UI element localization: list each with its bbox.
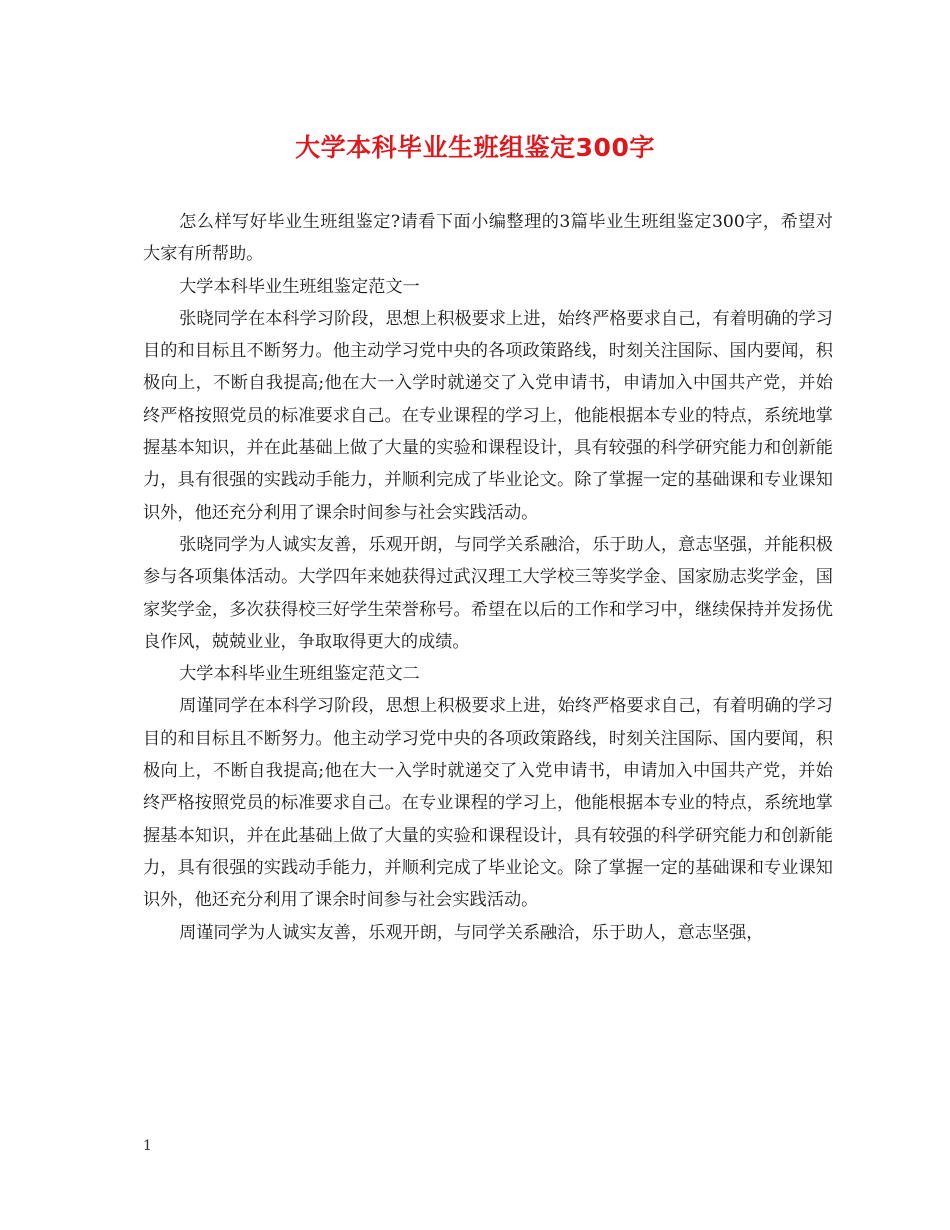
body-paragraph: 周谨同学为人诚实友善，乐观开朗，与同学关系融洽，乐于助人，意志坚强，: [179, 922, 764, 943]
document-title: 大学本科毕业生班组鉴定300字: [295, 133, 655, 162]
document-body: [143, 206, 833, 949]
section-heading-1: 大学本科毕业生班组鉴定范文一: [179, 276, 420, 297]
page-number: 1: [143, 1138, 152, 1154]
body-paragraph: 张晓同学为人诚实友善，乐观开朗，与同学关系融洽，乐于助人，意志坚强，并能积极参与各项集体活动。大学四年来她获得过武汉理工大学校三等奖学金、国家励志奖学金，国家奖学金，多次获得校三好学生荣誉称号。希望在以后的工作和学习中，继续保持并发扬优良作风，兢兢业业，争取取得更大的成绩。: [143, 534, 833, 652]
intro-paragraph: 怎么样写好毕业生班组鉴定?请看下面小编整理的3篇毕业生班组鉴定300字，希望对大家有所帮助。: [143, 212, 833, 265]
body-paragraph: 周谨同学在本科学习阶段，思想上积极要求上进，始终严格要求自己，有着明确的学习目的和目标且不断努力。他主动学习党中央的各项政策路线，时刻关注国际、国内要闻，积极向上，不断自我提高;他在大一入学时就递交了入党申请书，申请加入中国共产党，并始终严格按照党员的标准要求自己。在专业课程的学习上，他能根据本专业的特点，系统地掌握基本知识，并在此基础上做了大量的实验和课程设计，具有较强的科学研究能力和创新能力，具有很强的实践动手能力，并顺利完成了毕业论文。除了掌握一定的基础课和专业课知识外，他还充分利用了课余时间参与社会实践活动。: [143, 696, 833, 911]
body-paragraph: 张晓同学在本科学习阶段，思想上积极要求上进，始终严格要求自己，有着明确的学习目的和目标且不断努力。他主动学习党中央的各项政策路线，时刻关注国际、国内要闻，积极向上，不断自我提高;他在大一入学时就递交了入党申请书，申请加入中国共产党，并始终严格按照党员的标准要求自己。在专业课程的学习上，他能根据本专业的特点，系统地掌握基本知识，并在此基础上做了大量的实验和课程设计，具有较强的科学研究能力和创新能力，具有很强的实践动手能力，并顺利完成了毕业论文。除了掌握一定的基础课和专业课知识外，他还充分利用了课余时间参与社会实践活动。: [143, 308, 833, 523]
section-heading-2: 大学本科毕业生班组鉴定范文二: [179, 664, 420, 685]
